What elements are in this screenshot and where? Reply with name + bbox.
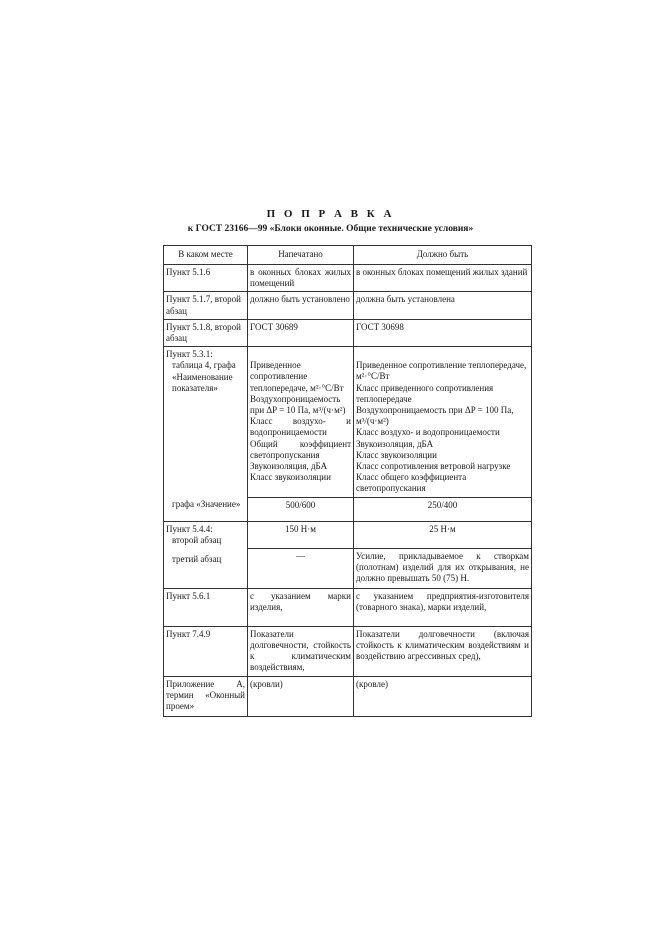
correct-line: Класс приведенного сопротивления теплопередаче (356, 382, 494, 404)
cell-correct: Показатели долговечности (включая стойкость к климатическим воздействиям и воздействию агрессивных сред), (354, 626, 532, 676)
printed-line: Воздухопроницаемость при ΔP = 10 Па, м³/(ч·м²) (250, 393, 346, 416)
table-row (164, 521, 532, 548)
cell-place: Пункт 5.1.7, второй абзац (164, 292, 248, 319)
printed-line: Общий коэффициент светопропускания (250, 438, 351, 460)
cell-place (164, 497, 248, 521)
correct-line: Класс воздухо- и водопроницаемости (356, 427, 500, 438)
cell-place: Пункт 5.6.1 (164, 588, 248, 626)
cell-printed: — (248, 548, 354, 588)
place-line: Пункт 5.4.4: (166, 523, 213, 534)
place-line: таблица 4, графа «Наименование показателя» (172, 360, 236, 393)
printed-line: Приведенное сопротивление теплопередаче, м²·°С/Вт (250, 360, 344, 393)
table-row (164, 626, 532, 676)
cell-place (164, 521, 248, 548)
correct-line: Класс звукоизоляции (356, 449, 437, 460)
cell-printed: в оконных блоках жилых помещений (248, 265, 354, 292)
place-line: третий абзац (172, 554, 222, 565)
printed-line: Звукоизоляция, дБА (250, 461, 328, 472)
cell-printed: (кровли) (248, 676, 354, 716)
correct-line: Приведенное сопротивление теплопередаче, м²·°С/Вт (356, 360, 527, 382)
table-row (164, 548, 532, 588)
correct-line: Класс общего коэффициента светопропускания (356, 472, 467, 494)
cell-place (164, 548, 248, 588)
cell-correct: должна быть установлена (354, 292, 532, 319)
cell-printed: 150 Н·м (248, 521, 354, 548)
table-row (164, 265, 532, 292)
cell-place (164, 347, 248, 497)
table-row (164, 347, 532, 497)
table-row (164, 292, 532, 319)
correct-line: Класс сопротивления ветровой нагрузке (356, 461, 511, 472)
header-printed: Напечатано (248, 246, 354, 265)
table-header-row (164, 246, 532, 265)
document-subtitle: к ГОСТ 23166—99 «Блоки оконные. Общие технические условия» (187, 224, 474, 234)
cell-place: Пункт 5.1.8, второй абзац (164, 319, 248, 346)
cell-printed: ГОСТ 30689 (248, 319, 354, 346)
table-row (164, 676, 532, 716)
cell-correct: ГОСТ 30698 (354, 319, 532, 346)
table-row (164, 497, 532, 521)
place-line: второй абзац (172, 534, 222, 545)
cell-printed: 500/600 (248, 497, 354, 521)
printed-line: Класс звукоизоляции (250, 472, 331, 483)
corrections-table (163, 245, 532, 717)
table-row (164, 319, 532, 346)
cell-printed: должно быть установлено (248, 292, 354, 319)
cell-correct: Усилие, прикладываемое к створкам (полотнам) изделий для их открывания, не должно превышать 50 (75) Н. (354, 548, 532, 588)
cell-printed (248, 347, 354, 497)
cell-printed: с указанием марки изделия, (248, 588, 354, 626)
cell-place: Пункт 7.4.9 (164, 626, 248, 676)
cell-correct: в оконных блоках помещений жилых зданий (354, 265, 532, 292)
correct-line: Звукоизоляция, дБА (356, 438, 434, 449)
cell-correct: 25 Н·м (354, 521, 532, 548)
place-line: графа «Значение» (172, 499, 241, 510)
document-title: П О П Р А В К А (266, 208, 395, 220)
cell-correct (354, 347, 532, 497)
printed-line: Класс воздухо- и водопроницаемости (250, 416, 351, 438)
table-row (164, 588, 532, 626)
header-place: В каком месте (164, 246, 248, 265)
cell-correct: с указанием предприятия-изготовителя (товарного знака), марки изделий, (354, 588, 532, 626)
place-line: Пункт 5.3.1: (166, 349, 213, 360)
header-correct: Должно быть (354, 246, 532, 265)
correct-line: Воздухопроницаемость при ΔP = 100 Па, м³/(ч·м²) (356, 405, 514, 427)
cell-printed: Показатели долговечности, стойкость к климатическим воздействиям, (248, 626, 354, 676)
cell-correct: (кровле) (354, 676, 532, 716)
cell-correct: 250/400 (354, 497, 532, 521)
cell-place: Пункт 5.1.6 (164, 265, 248, 292)
cell-place: Приложение А, термин «Оконный проем» (164, 676, 248, 716)
